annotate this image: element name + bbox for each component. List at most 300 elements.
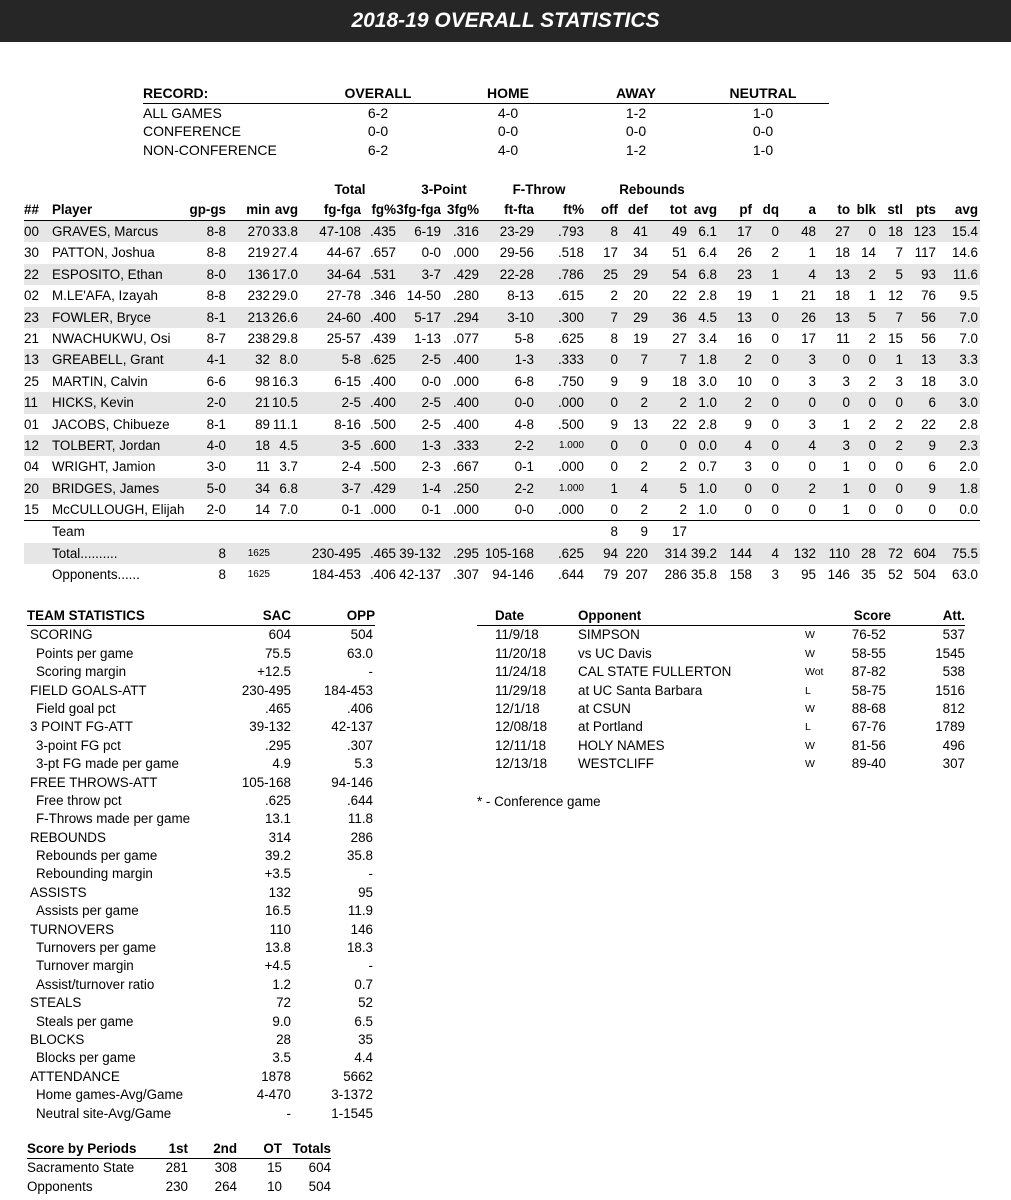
- player-cell: .400: [369, 373, 396, 389]
- periods-cell: Opponents: [27, 1178, 93, 1194]
- player-cell: PATTON, Joshua: [52, 245, 155, 261]
- totals-cell: 8: [218, 567, 226, 583]
- player-col-header: Player: [52, 202, 93, 217]
- totals-cell: 79: [603, 567, 618, 583]
- player-cell: 0: [771, 395, 779, 411]
- player-cell: 17.0: [271, 266, 298, 282]
- team-stat-label: Neutral site-Avg/Game: [36, 1105, 172, 1121]
- player-cell: 0: [842, 395, 850, 411]
- totals-cell: 94: [603, 545, 618, 561]
- game-opponent: HOLY NAMES: [578, 737, 665, 753]
- game-result: W: [805, 758, 815, 771]
- team-stat-row: [27, 829, 375, 847]
- player-cell: 6.4: [698, 245, 717, 261]
- player-cell: 3-7: [421, 266, 441, 282]
- team-stat-row: [27, 957, 375, 975]
- player-row: [24, 392, 980, 413]
- totals-cell: 75.5: [951, 545, 978, 561]
- player-cell: 8-8: [206, 224, 226, 239]
- totals-cell: 132: [793, 545, 816, 561]
- player-cell: 18: [888, 224, 903, 239]
- player-cell: NWACHUKWU, Osi: [52, 330, 171, 346]
- player-cell: .625: [369, 352, 396, 368]
- player-cell: 23: [737, 266, 752, 282]
- player-cell: 1: [868, 288, 876, 304]
- player-cell: 18: [921, 373, 936, 389]
- game-result: W: [805, 739, 815, 752]
- player-cell: 0: [610, 437, 618, 453]
- team-stat-opp: 286: [350, 829, 373, 845]
- team-stat-opp: -: [368, 958, 373, 974]
- player-cell: 3: [842, 437, 850, 453]
- away-header: AWAY: [616, 85, 656, 101]
- player-cell: 3: [744, 459, 752, 475]
- team-stat-label: Blocks per game: [36, 1050, 136, 1066]
- record-cell: 1-0: [752, 141, 774, 158]
- player-cell: McCULLOUGH, Elijah: [52, 502, 185, 518]
- player-cell: .615: [557, 288, 584, 304]
- player-cell: 3.4: [698, 330, 717, 346]
- team-off: 8: [610, 524, 618, 540]
- totals-cell: 8: [218, 545, 226, 561]
- team-stat-row: [27, 865, 375, 883]
- date-header: Date: [495, 608, 525, 623]
- player-cell: 00: [24, 224, 39, 239]
- player-stats-table: [24, 180, 980, 586]
- player-cell: 1-3: [421, 437, 441, 453]
- game-result: W: [805, 647, 815, 660]
- player-cell: 6-19: [414, 224, 441, 239]
- game-attendance: 812: [942, 700, 965, 716]
- player-cell: .000: [557, 459, 584, 475]
- team-stat-label: Turnovers per game: [36, 940, 157, 956]
- player-cell: 8-8: [206, 288, 226, 304]
- team-label: Team: [52, 524, 85, 540]
- player-row: [24, 349, 980, 370]
- player-col-header: dq: [762, 202, 779, 217]
- player-cell: .280: [452, 288, 479, 304]
- player-cell: 3: [808, 352, 816, 368]
- player-cell: 48: [801, 224, 816, 239]
- totals-cell: 35.8: [690, 567, 717, 583]
- team-stat-row: [27, 902, 375, 920]
- player-cell: 2.8: [959, 416, 978, 432]
- team-stat-sac: 132: [268, 884, 291, 900]
- totals-cell: 105-168: [484, 545, 534, 561]
- player-cell: .439: [369, 330, 396, 346]
- opponent-header: Opponent: [578, 608, 642, 623]
- player-cell: 8: [610, 330, 618, 346]
- player-cell: .518: [557, 245, 584, 261]
- player-col-header: stl: [887, 202, 903, 217]
- player-cell: 3-7: [341, 480, 361, 496]
- player-cell: MARTIN, Calvin: [52, 373, 148, 389]
- opponents-row: [24, 564, 980, 585]
- team-stat-sac: 1878: [261, 1068, 291, 1084]
- player-cell: 13: [633, 416, 648, 432]
- player-cell: 2.3: [959, 437, 978, 453]
- player-cell: 2: [744, 352, 752, 368]
- player-cell: 8-8: [206, 245, 226, 261]
- player-cell: 98: [255, 373, 270, 389]
- player-cell: .667: [452, 459, 479, 475]
- player-cell: 44-67: [326, 245, 361, 261]
- player-cell: 2.0: [959, 459, 978, 475]
- player-cell: 4.5: [279, 437, 298, 453]
- player-cell: .250: [452, 480, 479, 496]
- player-cell: 0: [771, 416, 779, 432]
- team-stat-opp: 3-1372: [331, 1087, 373, 1103]
- team-stat-sac: 4-470: [256, 1087, 291, 1103]
- record-cell: 4-0: [497, 141, 519, 158]
- player-cell: 16: [737, 330, 752, 346]
- player-cell: .400: [452, 395, 479, 411]
- team-stat-label: ATTENDANCE: [30, 1068, 120, 1084]
- team-stat-row: [27, 847, 375, 865]
- player-cell: 0: [895, 502, 903, 518]
- player-cell: 0: [640, 437, 648, 453]
- game-date: 12/13/18: [495, 756, 548, 772]
- player-cell: 4: [808, 437, 816, 453]
- player-cell: 4.5: [698, 309, 717, 325]
- player-row: [24, 499, 980, 520]
- player-cell: 9: [610, 373, 618, 389]
- player-cell: 3-0: [206, 459, 226, 475]
- record-row: [143, 122, 829, 141]
- player-cell: 47-108: [319, 224, 361, 239]
- team-stat-label: Scoring margin: [36, 664, 127, 680]
- player-cell: .000: [369, 502, 396, 518]
- player-cell: 27-78: [326, 288, 361, 304]
- record-cell: 0-0: [625, 123, 647, 139]
- player-cell: 2-2: [514, 437, 534, 453]
- player-cell: 2: [868, 330, 876, 346]
- player-cell: 0: [868, 395, 876, 411]
- totals-cell: 314: [664, 545, 687, 561]
- player-col-header: a: [808, 202, 816, 217]
- game-opponent: vs UC Davis: [578, 645, 652, 661]
- record-cell: 0-0: [752, 123, 774, 139]
- player-cell: 1: [842, 480, 850, 496]
- player-cell: 17: [801, 330, 816, 346]
- player-cell: 0: [771, 309, 779, 325]
- game-date: 11/20/18: [495, 645, 547, 661]
- totals-cell: .307: [452, 567, 479, 583]
- player-cell: 2-5: [421, 352, 441, 368]
- player-cell: 27.4: [271, 245, 298, 261]
- player-cell: 2-0: [206, 395, 226, 411]
- totals-cell: 4: [771, 545, 779, 561]
- player-cell: 6.1: [698, 224, 717, 239]
- player-cell: 3-5: [341, 437, 361, 453]
- player-cell: .500: [369, 459, 396, 475]
- player-cell: 213: [247, 309, 270, 325]
- player-cell: 56: [921, 309, 936, 325]
- player-cell: .600: [369, 437, 396, 453]
- totals-cell: 184-453: [311, 567, 361, 583]
- player-cell: 2-5: [421, 416, 441, 432]
- player-row: [24, 221, 980, 242]
- player-cell: 14.6: [951, 245, 978, 261]
- player-cell: 0-1: [341, 502, 361, 518]
- player-cell: 36: [672, 309, 687, 325]
- player-cell: 2: [640, 502, 648, 518]
- first-period-header: 1st: [168, 1141, 188, 1156]
- group-3point: 3-Point: [421, 182, 467, 197]
- player-cell: 0: [808, 502, 816, 518]
- player-cell: 7: [640, 352, 648, 368]
- team-stat-sac: 9.0: [272, 1013, 291, 1029]
- player-cell: 0: [895, 459, 903, 475]
- team-stat-row: [27, 1031, 375, 1049]
- team-stat-opp: 11.8: [347, 811, 373, 827]
- team-stat-sac: +12.5: [257, 664, 291, 680]
- player-cell: .400: [369, 395, 396, 411]
- team-stat-sac: .465: [264, 700, 291, 716]
- score-header: Score: [853, 608, 891, 623]
- team-stat-row: [27, 755, 375, 773]
- player-cell: 4: [640, 480, 648, 496]
- player-row: [24, 478, 980, 499]
- game-date: 12/1/18: [495, 700, 540, 716]
- team-stat-label: REBOUNDS: [30, 829, 106, 845]
- player-cell: 11: [256, 459, 270, 475]
- player-cell: 41: [633, 224, 648, 239]
- player-cell: 13: [737, 309, 752, 325]
- player-cell: 0: [771, 502, 779, 518]
- player-col-header: min: [246, 202, 270, 217]
- team-stat-opp: 184-453: [323, 682, 373, 698]
- player-cell: 22: [672, 288, 687, 304]
- team-stat-row: [27, 718, 375, 736]
- team-stat-row: [27, 1105, 375, 1123]
- player-cell: 4-1: [206, 352, 226, 368]
- player-cell: 6: [928, 395, 936, 411]
- player-cell: 8.0: [279, 352, 298, 368]
- team-stat-row: [27, 737, 375, 755]
- team-stat-sac: 39.2: [264, 848, 291, 864]
- player-cell: 19: [633, 330, 648, 346]
- schedule-row: [477, 700, 965, 718]
- totals-cell: 286: [664, 567, 687, 583]
- team-stat-row: [27, 626, 375, 644]
- player-col-header: gp-gs: [189, 202, 226, 217]
- player-cell: 8-16: [334, 416, 361, 432]
- totals-row: [24, 543, 980, 564]
- player-cell: 02: [24, 288, 39, 304]
- team-stat-row: [27, 1068, 375, 1086]
- team-stat-label: ASSISTS: [30, 884, 87, 900]
- player-cell: 14: [861, 245, 876, 261]
- player-row: [24, 285, 980, 306]
- player-cell: 0-1: [421, 502, 441, 518]
- totals-cell: 158: [729, 567, 752, 583]
- team-stat-sac: 4.9: [272, 756, 291, 772]
- player-cell: 136: [247, 266, 270, 282]
- player-cell: 3.7: [279, 459, 298, 475]
- player-cell: 0: [610, 352, 618, 368]
- player-cell: GREABELL, Grant: [52, 352, 164, 368]
- team-stat-opp: .644: [346, 792, 373, 808]
- schedule-row: [477, 755, 965, 773]
- team-stat-opp: 504: [350, 627, 373, 643]
- conference-note: * - Conference game: [477, 794, 601, 809]
- player-cell: 6.8: [698, 266, 717, 282]
- player-col-header: avg: [274, 202, 298, 217]
- player-cell: 17: [737, 224, 752, 239]
- player-cell: 1: [610, 480, 618, 496]
- player-cell: 8: [610, 224, 618, 239]
- player-cell: 9: [928, 437, 936, 453]
- player-cell: 1-3: [514, 352, 534, 368]
- page-title: 2018-19 OVERALL STATISTICS: [0, 0, 1011, 42]
- player-cell: .000: [452, 502, 479, 518]
- team-stat-opp: 1-1545: [331, 1105, 373, 1121]
- player-cell: 76: [921, 288, 936, 304]
- record-table: [143, 84, 829, 159]
- team-stat-sac: 105-168: [241, 774, 291, 790]
- player-row: [24, 371, 980, 392]
- player-cell: 238: [247, 330, 270, 346]
- player-cell: .000: [557, 395, 584, 411]
- player-cell: 29: [633, 309, 648, 325]
- team-stat-sac: 28: [276, 1031, 291, 1047]
- player-cell: 89: [255, 416, 270, 432]
- player-cell: 5-0: [206, 480, 226, 496]
- player-cell: 219: [247, 245, 270, 261]
- player-cell: 0: [868, 352, 876, 368]
- player-cell: 0: [610, 502, 618, 518]
- schedule-row: [477, 718, 965, 736]
- player-row: [24, 456, 980, 477]
- team-stat-opp: 5.3: [354, 756, 373, 772]
- player-cell: 0-0: [514, 395, 534, 411]
- player-cell: 15.4: [951, 224, 978, 239]
- opp-header: OPP: [346, 608, 375, 623]
- player-cell: 0: [771, 480, 779, 496]
- player-cell: 0: [928, 502, 936, 518]
- team-stat-label: 3-pt FG made per game: [36, 756, 179, 772]
- home-header: HOME: [487, 85, 529, 101]
- player-cell: 2-5: [341, 395, 361, 411]
- team-stat-sac: 3.5: [272, 1050, 291, 1066]
- player-cell: .000: [557, 502, 584, 518]
- totals-cell: .465: [369, 545, 396, 561]
- player-cell: 2-4: [341, 459, 361, 475]
- player-col-header: tot: [669, 202, 687, 217]
- player-cell: 0: [771, 330, 779, 346]
- team-stat-label: SCORING: [30, 627, 93, 643]
- player-cell: 32: [255, 352, 270, 368]
- player-header-row: [24, 200, 980, 221]
- player-cell: 0-0: [421, 373, 441, 389]
- team-stat-label: 3-point FG pct: [36, 737, 121, 753]
- periods-cell: 281: [165, 1160, 188, 1176]
- player-cell: 3.3: [959, 352, 978, 368]
- player-cell: 4: [744, 437, 752, 453]
- player-cell: 9: [928, 480, 936, 496]
- player-col-header: fg%: [371, 202, 396, 217]
- player-cell: 49: [672, 224, 687, 239]
- game-score: 58-55: [851, 645, 886, 661]
- player-cell: 2: [808, 480, 816, 496]
- player-cell: .429: [369, 480, 396, 496]
- team-stat-sac: +3.5: [264, 866, 291, 882]
- player-cell: 2-2: [514, 480, 534, 496]
- player-cell: 1.0: [698, 480, 717, 496]
- player-cell: WRIGHT, Jamion: [52, 459, 156, 475]
- player-cell: 13: [921, 352, 936, 368]
- player-cell: 0: [895, 480, 903, 496]
- team-stat-opp: 11.9: [347, 903, 373, 919]
- team-stats-table: [27, 607, 375, 1123]
- sac-header: SAC: [262, 608, 291, 623]
- team-stat-opp: 146: [350, 921, 373, 937]
- player-cell: 3-10: [507, 309, 534, 325]
- player-cell: 0: [610, 459, 618, 475]
- player-cell: 34: [255, 480, 270, 496]
- team-def: 9: [640, 524, 648, 540]
- totals-cell: 220: [625, 545, 648, 561]
- team-stat-sac: 72: [276, 995, 291, 1011]
- team-stat-row: [27, 1013, 375, 1031]
- player-cell: 1: [808, 245, 816, 261]
- player-cell: 2: [744, 395, 752, 411]
- player-cell: 11: [24, 395, 38, 411]
- player-cell: 13: [835, 309, 850, 325]
- periods-header: [27, 1140, 331, 1159]
- game-date: 11/24/18: [495, 664, 547, 680]
- player-cell: 93: [921, 266, 936, 282]
- totals-cell: 94-146: [492, 567, 534, 583]
- player-cell: 29.8: [271, 330, 298, 346]
- player-cell: 24-60: [326, 309, 361, 325]
- team-stat-row: [27, 1049, 375, 1067]
- team-stat-label: TURNOVERS: [30, 921, 115, 937]
- player-cell: 21: [255, 395, 270, 411]
- team-stat-label: Field goal pct: [36, 700, 116, 716]
- att-header: Att.: [942, 608, 965, 623]
- player-cell: 270: [247, 224, 270, 239]
- player-cell: .294: [452, 309, 479, 325]
- player-cell: 0: [771, 224, 779, 239]
- game-attendance: 1789: [935, 719, 965, 735]
- player-cell: 25: [603, 266, 618, 282]
- team-stat-label: FREE THROWS-ATT: [30, 774, 158, 790]
- player-cell: 12: [24, 437, 39, 453]
- player-row: [24, 414, 980, 435]
- player-cell: 0: [868, 480, 876, 496]
- team-stat-row: [27, 921, 375, 939]
- player-cell: 23-29: [499, 224, 534, 239]
- ot-header: OT: [263, 1141, 282, 1156]
- team-stat-row: [27, 939, 375, 957]
- team-stat-sac: .295: [264, 737, 291, 753]
- player-cell: 18: [255, 437, 270, 453]
- player-cell: 1-13: [414, 330, 441, 346]
- player-cell: 6-15: [334, 373, 361, 389]
- player-cell: .500: [369, 416, 396, 432]
- totals-cell: .295: [452, 545, 479, 561]
- group-header-row: [24, 180, 980, 200]
- player-cell: 7: [895, 245, 903, 261]
- game-attendance: 496: [942, 737, 965, 753]
- player-col-header: ##: [24, 202, 39, 217]
- game-score: 87-82: [851, 664, 886, 680]
- game-score: 76-52: [851, 627, 886, 643]
- team-stat-row: [27, 792, 375, 810]
- game-score: 58-75: [851, 682, 886, 698]
